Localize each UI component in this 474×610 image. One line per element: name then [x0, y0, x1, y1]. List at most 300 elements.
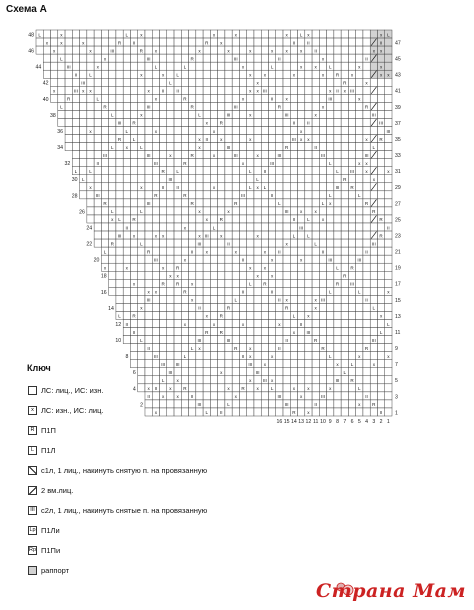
- chart-symbol: L: [111, 144, 114, 150]
- chart-cell: [305, 191, 312, 199]
- chart-cell: [145, 94, 152, 102]
- chart-cell: [94, 223, 101, 231]
- chart-symbol: L: [343, 370, 347, 376]
- chart-cell: [247, 320, 254, 328]
- chart-cell: [283, 271, 290, 279]
- chart-cell: [363, 271, 370, 279]
- chart-cell: [356, 239, 363, 247]
- chart-symbol: III: [146, 104, 151, 110]
- chart-cell: [298, 384, 305, 392]
- chart-cell: [283, 86, 290, 94]
- chart-cell: [261, 368, 268, 376]
- chart-cell: [116, 239, 123, 247]
- chart-cell: [356, 135, 363, 143]
- chart-cell: [356, 110, 363, 118]
- chart-cell: [145, 223, 152, 231]
- chart-cell: [116, 110, 123, 118]
- column-number: 4: [365, 419, 369, 425]
- chart-cell: [167, 143, 174, 151]
- chart-cell: [167, 191, 174, 199]
- chart-cell: [101, 143, 108, 151]
- chart-cell: [363, 400, 370, 408]
- chart-symbol: II: [147, 394, 150, 400]
- chart-cell: [305, 279, 312, 287]
- chart-symbol: L: [379, 329, 383, 335]
- chart-cell: [341, 159, 348, 167]
- chart-cell: [305, 151, 312, 159]
- chart-cell: [101, 38, 108, 46]
- chart-cell: [167, 376, 174, 384]
- chart-symbol: II: [219, 410, 223, 416]
- chart-symbol: x: [270, 48, 274, 54]
- chart-cell: [276, 311, 283, 319]
- chart-cell: [189, 376, 196, 384]
- chart-symbol: R: [110, 241, 114, 247]
- chart-cell: [167, 408, 174, 416]
- chart-cell: [385, 191, 392, 199]
- chart-cell: [138, 118, 145, 126]
- chart-cell: [312, 175, 319, 183]
- chart-symbol: x: [198, 233, 201, 239]
- chart-cell: [72, 78, 79, 86]
- chart-cell: [283, 384, 290, 392]
- chart-cell: [348, 336, 355, 344]
- chart-symbol: x: [183, 321, 187, 327]
- chart-cell: [239, 151, 246, 159]
- chart-cell: [290, 336, 297, 344]
- chart-cell: [58, 94, 65, 102]
- chart-symbol: L: [89, 72, 92, 78]
- chart-cell: [334, 110, 341, 118]
- chart-cell: [138, 320, 145, 328]
- chart-symbol: x: [372, 177, 375, 183]
- chart-symbol: x: [198, 48, 201, 54]
- chart-cell: [334, 384, 341, 392]
- chart-symbol: III: [117, 233, 122, 239]
- chart-symbol: R: [379, 233, 383, 239]
- chart-cell: [298, 94, 305, 102]
- chart-cell: [298, 336, 305, 344]
- chart-cell: [232, 38, 239, 46]
- chart-cell: [232, 408, 239, 416]
- chart-cell: [327, 344, 334, 352]
- chart-symbol: R: [364, 345, 369, 351]
- chart-cell: [101, 30, 108, 38]
- chart-cell: [152, 215, 159, 223]
- chart-cell: [261, 287, 268, 295]
- chart-cell: [276, 167, 283, 175]
- chart-symbol: R: [292, 410, 296, 416]
- chart-cell: [123, 239, 130, 247]
- chart-cell: [218, 239, 225, 247]
- chart-cell: [218, 102, 225, 110]
- chart-cell: [341, 352, 348, 360]
- chart-cell: [312, 352, 319, 360]
- chart-symbol: x: [256, 386, 259, 392]
- chart-cell: [298, 143, 305, 151]
- chart-symbol: x: [161, 265, 165, 271]
- chart-symbol: L: [328, 289, 332, 295]
- chart-cell: [334, 231, 341, 239]
- chart-symbol: x: [45, 40, 49, 46]
- chart-cell: [189, 46, 196, 54]
- chart-cell: [334, 336, 341, 344]
- chart-cell: [312, 320, 319, 328]
- row-number-right: 21: [395, 249, 401, 256]
- chart-symbol: III: [277, 394, 282, 400]
- chart-cell: [290, 247, 297, 255]
- chart-cell: [290, 167, 297, 175]
- column-number: 6: [350, 419, 354, 425]
- chart-cell: [334, 408, 341, 416]
- chart-cell: [138, 295, 145, 303]
- chart-cell: [298, 376, 305, 384]
- chart-cell: [101, 231, 108, 239]
- chart-symbol: x: [256, 273, 259, 279]
- chart-cell: [160, 215, 167, 223]
- chart-cell: [319, 78, 326, 86]
- chart-cell: [203, 400, 210, 408]
- chart-cell: [283, 311, 290, 319]
- chart-cell: [239, 223, 246, 231]
- chart-cell: [181, 408, 188, 416]
- key-label: ЛС: лиц., ИС: изн.: [41, 385, 104, 395]
- chart-cell: [298, 151, 305, 159]
- row-number-right: 35: [395, 136, 401, 143]
- chart-cell: [283, 151, 290, 159]
- chart-cell: [283, 287, 290, 295]
- chart-cell: [101, 223, 108, 231]
- chart-cell: [203, 255, 210, 263]
- row-number-left: 40: [42, 96, 49, 103]
- chart-cell: [181, 86, 188, 94]
- chart-cell: [305, 94, 312, 102]
- chart-cell: [348, 231, 355, 239]
- chart-cell: [312, 54, 319, 62]
- chart-cell: [174, 118, 181, 126]
- chart-cell: [298, 175, 305, 183]
- chart-cell: [87, 110, 94, 118]
- chart-cell: [196, 295, 203, 303]
- chart-symbol: L: [125, 128, 129, 134]
- chart-cell: [218, 199, 225, 207]
- chart-symbol: R: [241, 386, 245, 392]
- chart-cell: [160, 62, 167, 70]
- chart-cell: [181, 279, 188, 287]
- chart-cell: [268, 127, 275, 135]
- chart-cell: [348, 271, 355, 279]
- chart-cell: [94, 239, 101, 247]
- chart-cell: [356, 30, 363, 38]
- chart-cell: [298, 271, 305, 279]
- chart-cell: [152, 320, 159, 328]
- chart-cell: [167, 127, 174, 135]
- chart-cell: [51, 38, 58, 46]
- chart-cell: [80, 54, 87, 62]
- chart-symbol: R: [132, 313, 136, 319]
- chart-cell: [174, 400, 181, 408]
- chart-cell: [152, 70, 159, 78]
- chart-symbol: L: [249, 168, 252, 174]
- chart-symbol: x: [212, 128, 216, 134]
- chart-symbol: x: [256, 80, 259, 86]
- chart-cell: [319, 303, 326, 311]
- chart-cell: [189, 118, 196, 126]
- chart-symbol: x: [147, 88, 150, 94]
- chart-cell: [87, 38, 94, 46]
- chart-symbol: II: [278, 56, 281, 62]
- chart-cell: [261, 271, 268, 279]
- chart-symbol: x: [285, 32, 288, 38]
- chart-cell: [312, 287, 319, 295]
- chart-cell: [356, 408, 363, 416]
- chart-symbol: x: [278, 321, 281, 327]
- chart-cell: [210, 303, 217, 311]
- key-label: с2л, 1 лиц., накинуть снятые п. на провязанную: [41, 505, 208, 515]
- row-number-right: 19: [395, 265, 401, 272]
- chart-cell: [218, 62, 225, 70]
- chart-cell: [181, 118, 188, 126]
- chart-cell: [341, 303, 348, 311]
- chart-cell: [363, 239, 370, 247]
- chart-symbol: III: [241, 193, 245, 199]
- chart-cell: [363, 303, 370, 311]
- chart-cell: [145, 167, 152, 175]
- chart-cell: [363, 30, 370, 38]
- chart-cell: [319, 279, 326, 287]
- chart-symbol: R: [343, 273, 347, 279]
- chart-cell: [72, 127, 79, 135]
- chart-cell: [239, 231, 246, 239]
- chart-cell: [356, 368, 363, 376]
- chart-cell: [377, 86, 384, 94]
- chart-symbol: R: [364, 104, 369, 110]
- chart-cell: [363, 207, 370, 215]
- row-number-right: 45: [395, 56, 401, 63]
- chart-cell: [254, 62, 261, 70]
- chart-cell: [80, 110, 87, 118]
- chart-symbol: x: [176, 394, 179, 400]
- chart-cell: [327, 70, 334, 78]
- chart-cell: [123, 231, 130, 239]
- chart-cell: [232, 135, 239, 143]
- chart-cell: [268, 110, 275, 118]
- chart-cell: [152, 344, 159, 352]
- chart-cell: [138, 191, 145, 199]
- chart-cell: [109, 62, 116, 70]
- chart-cell: [290, 303, 297, 311]
- key-item: [28, 564, 69, 576]
- row-number-left: 32: [64, 161, 71, 168]
- chart-cell: [334, 223, 341, 231]
- chart-cell: [232, 320, 239, 328]
- chart-cell: [145, 320, 152, 328]
- key-symbol-icon: [28, 486, 37, 495]
- chart-symbol: x: [227, 48, 230, 54]
- chart-cell: [283, 231, 290, 239]
- chart-cell: [116, 247, 123, 255]
- chart-cell: [138, 231, 145, 239]
- key-label: ЛС: изн., ИС: лиц.: [41, 405, 104, 415]
- chart-cell: [385, 400, 392, 408]
- chart-cell: [210, 287, 217, 295]
- chart-cell: [341, 360, 348, 368]
- chart-cell: [276, 408, 283, 416]
- chart-cell: [123, 311, 130, 319]
- chart-symbol: x: [300, 128, 303, 134]
- chart-cell: [290, 239, 297, 247]
- chart-symbol: III: [350, 168, 354, 174]
- column-number: 10: [320, 419, 326, 425]
- chart-cell: [123, 62, 130, 70]
- chart-cell: [218, 46, 225, 54]
- chart-symbol: x: [89, 48, 92, 54]
- chart-cell: [167, 311, 174, 319]
- row-number-right: 43: [395, 72, 401, 79]
- chart-cell: [385, 38, 392, 46]
- chart-symbol: III: [146, 152, 151, 158]
- chart-cell: [109, 271, 116, 279]
- chart-symbol: R: [205, 329, 209, 335]
- chart-cell: [210, 368, 217, 376]
- chart-cell: [58, 110, 65, 118]
- chart-cell: [116, 287, 123, 295]
- chart-cell: [239, 311, 246, 319]
- chart-cell: [268, 183, 275, 191]
- chart-cell: [138, 127, 145, 135]
- chart-cell: [116, 86, 123, 94]
- chart-cell: [72, 151, 79, 159]
- chart-cell: [268, 175, 275, 183]
- chart-cell: [254, 287, 261, 295]
- chart-cell: [189, 86, 196, 94]
- chart-cell: [247, 408, 254, 416]
- chart-cell: [268, 215, 275, 223]
- chart-cell: [109, 78, 116, 86]
- chart-cell: [348, 143, 355, 151]
- chart-symbol: x: [60, 40, 63, 46]
- chart-cell: [298, 54, 305, 62]
- chart-cell: [218, 94, 225, 102]
- chart-cell: [189, 167, 196, 175]
- chart-cell: [232, 62, 239, 70]
- chart-cell: [203, 344, 210, 352]
- chart-cell: [283, 127, 290, 135]
- chart-cell: [203, 279, 210, 287]
- chart-cell: [239, 86, 246, 94]
- chart-cell: [138, 279, 145, 287]
- chart-cell: [181, 143, 188, 151]
- chart-cell: [116, 175, 123, 183]
- chart-cell: [225, 408, 232, 416]
- chart-symbol: II: [241, 353, 245, 359]
- row-number-right: 11: [395, 329, 401, 336]
- chart-symbol: x: [307, 136, 310, 142]
- chart-symbol: x: [329, 386, 332, 392]
- chart-cell: [370, 295, 377, 303]
- chart-cell: [290, 94, 297, 102]
- chart-cell: [189, 143, 196, 151]
- chart-cell: [203, 183, 210, 191]
- chart-cell: [283, 175, 290, 183]
- chart-cell: [130, 247, 137, 255]
- chart-cell: [189, 175, 196, 183]
- chart-symbol: L: [321, 201, 325, 207]
- key-item: [28, 504, 207, 516]
- chart-symbol: R: [379, 136, 383, 142]
- key-item: [28, 524, 60, 536]
- chart-cell: [370, 223, 377, 231]
- chart-cell: [319, 311, 326, 319]
- chart-cell: [130, 30, 137, 38]
- row-number-right: 31: [395, 169, 401, 176]
- chart-cell: [203, 360, 210, 368]
- chart-cell: [189, 400, 196, 408]
- chart-symbol: x: [154, 233, 158, 239]
- chart-symbol: III: [306, 329, 311, 335]
- chart-cell: [305, 143, 312, 151]
- key-symbol-icon: L: [28, 446, 37, 455]
- chart-cell: [283, 279, 290, 287]
- chart-cell: [94, 199, 101, 207]
- chart-symbol: x: [154, 289, 158, 295]
- chart-symbol: L: [198, 112, 201, 118]
- chart-cell: [152, 175, 159, 183]
- chart-symbol: II: [278, 297, 281, 303]
- chart-cell: [312, 231, 319, 239]
- chart-cell: [109, 255, 116, 263]
- chart-cell: [43, 62, 50, 70]
- chart-cell: [254, 70, 261, 78]
- chart-cell: [109, 279, 116, 287]
- chart-cell: [283, 263, 290, 271]
- chart-cell: [290, 376, 297, 384]
- chart-cell: [268, 392, 275, 400]
- chart-cell: [261, 352, 268, 360]
- row-number-right: 29: [395, 185, 401, 192]
- chart-cell: [334, 311, 341, 319]
- chart-cell: [247, 328, 254, 336]
- chart-cell: [225, 287, 232, 295]
- chart-cell: [174, 287, 181, 295]
- chart-cell: [196, 320, 203, 328]
- chart-cell: [356, 151, 363, 159]
- chart-cell: [80, 143, 87, 151]
- chart-cell: [225, 183, 232, 191]
- chart-cell: [261, 143, 268, 151]
- chart-symbol: II: [379, 40, 383, 46]
- chart-cell: [43, 30, 50, 38]
- chart-cell: [218, 352, 225, 360]
- chart-cell: [261, 175, 268, 183]
- chart-cell: [160, 271, 167, 279]
- chart-cell: [167, 328, 174, 336]
- chart-cell: [160, 46, 167, 54]
- chart-cell: [276, 159, 283, 167]
- chart-cell: [312, 118, 319, 126]
- chart-cell: [385, 408, 392, 416]
- chart-cell: [145, 408, 152, 416]
- chart-cell: [189, 287, 196, 295]
- chart-cell: [312, 368, 319, 376]
- chart-cell: [254, 344, 261, 352]
- chart-cell: [80, 191, 87, 199]
- chart-symbol: L: [234, 297, 238, 303]
- chart-cell: [130, 295, 137, 303]
- chart-symbol: L: [336, 168, 339, 174]
- chart-cell: [283, 70, 290, 78]
- chart-symbol: x: [132, 233, 136, 239]
